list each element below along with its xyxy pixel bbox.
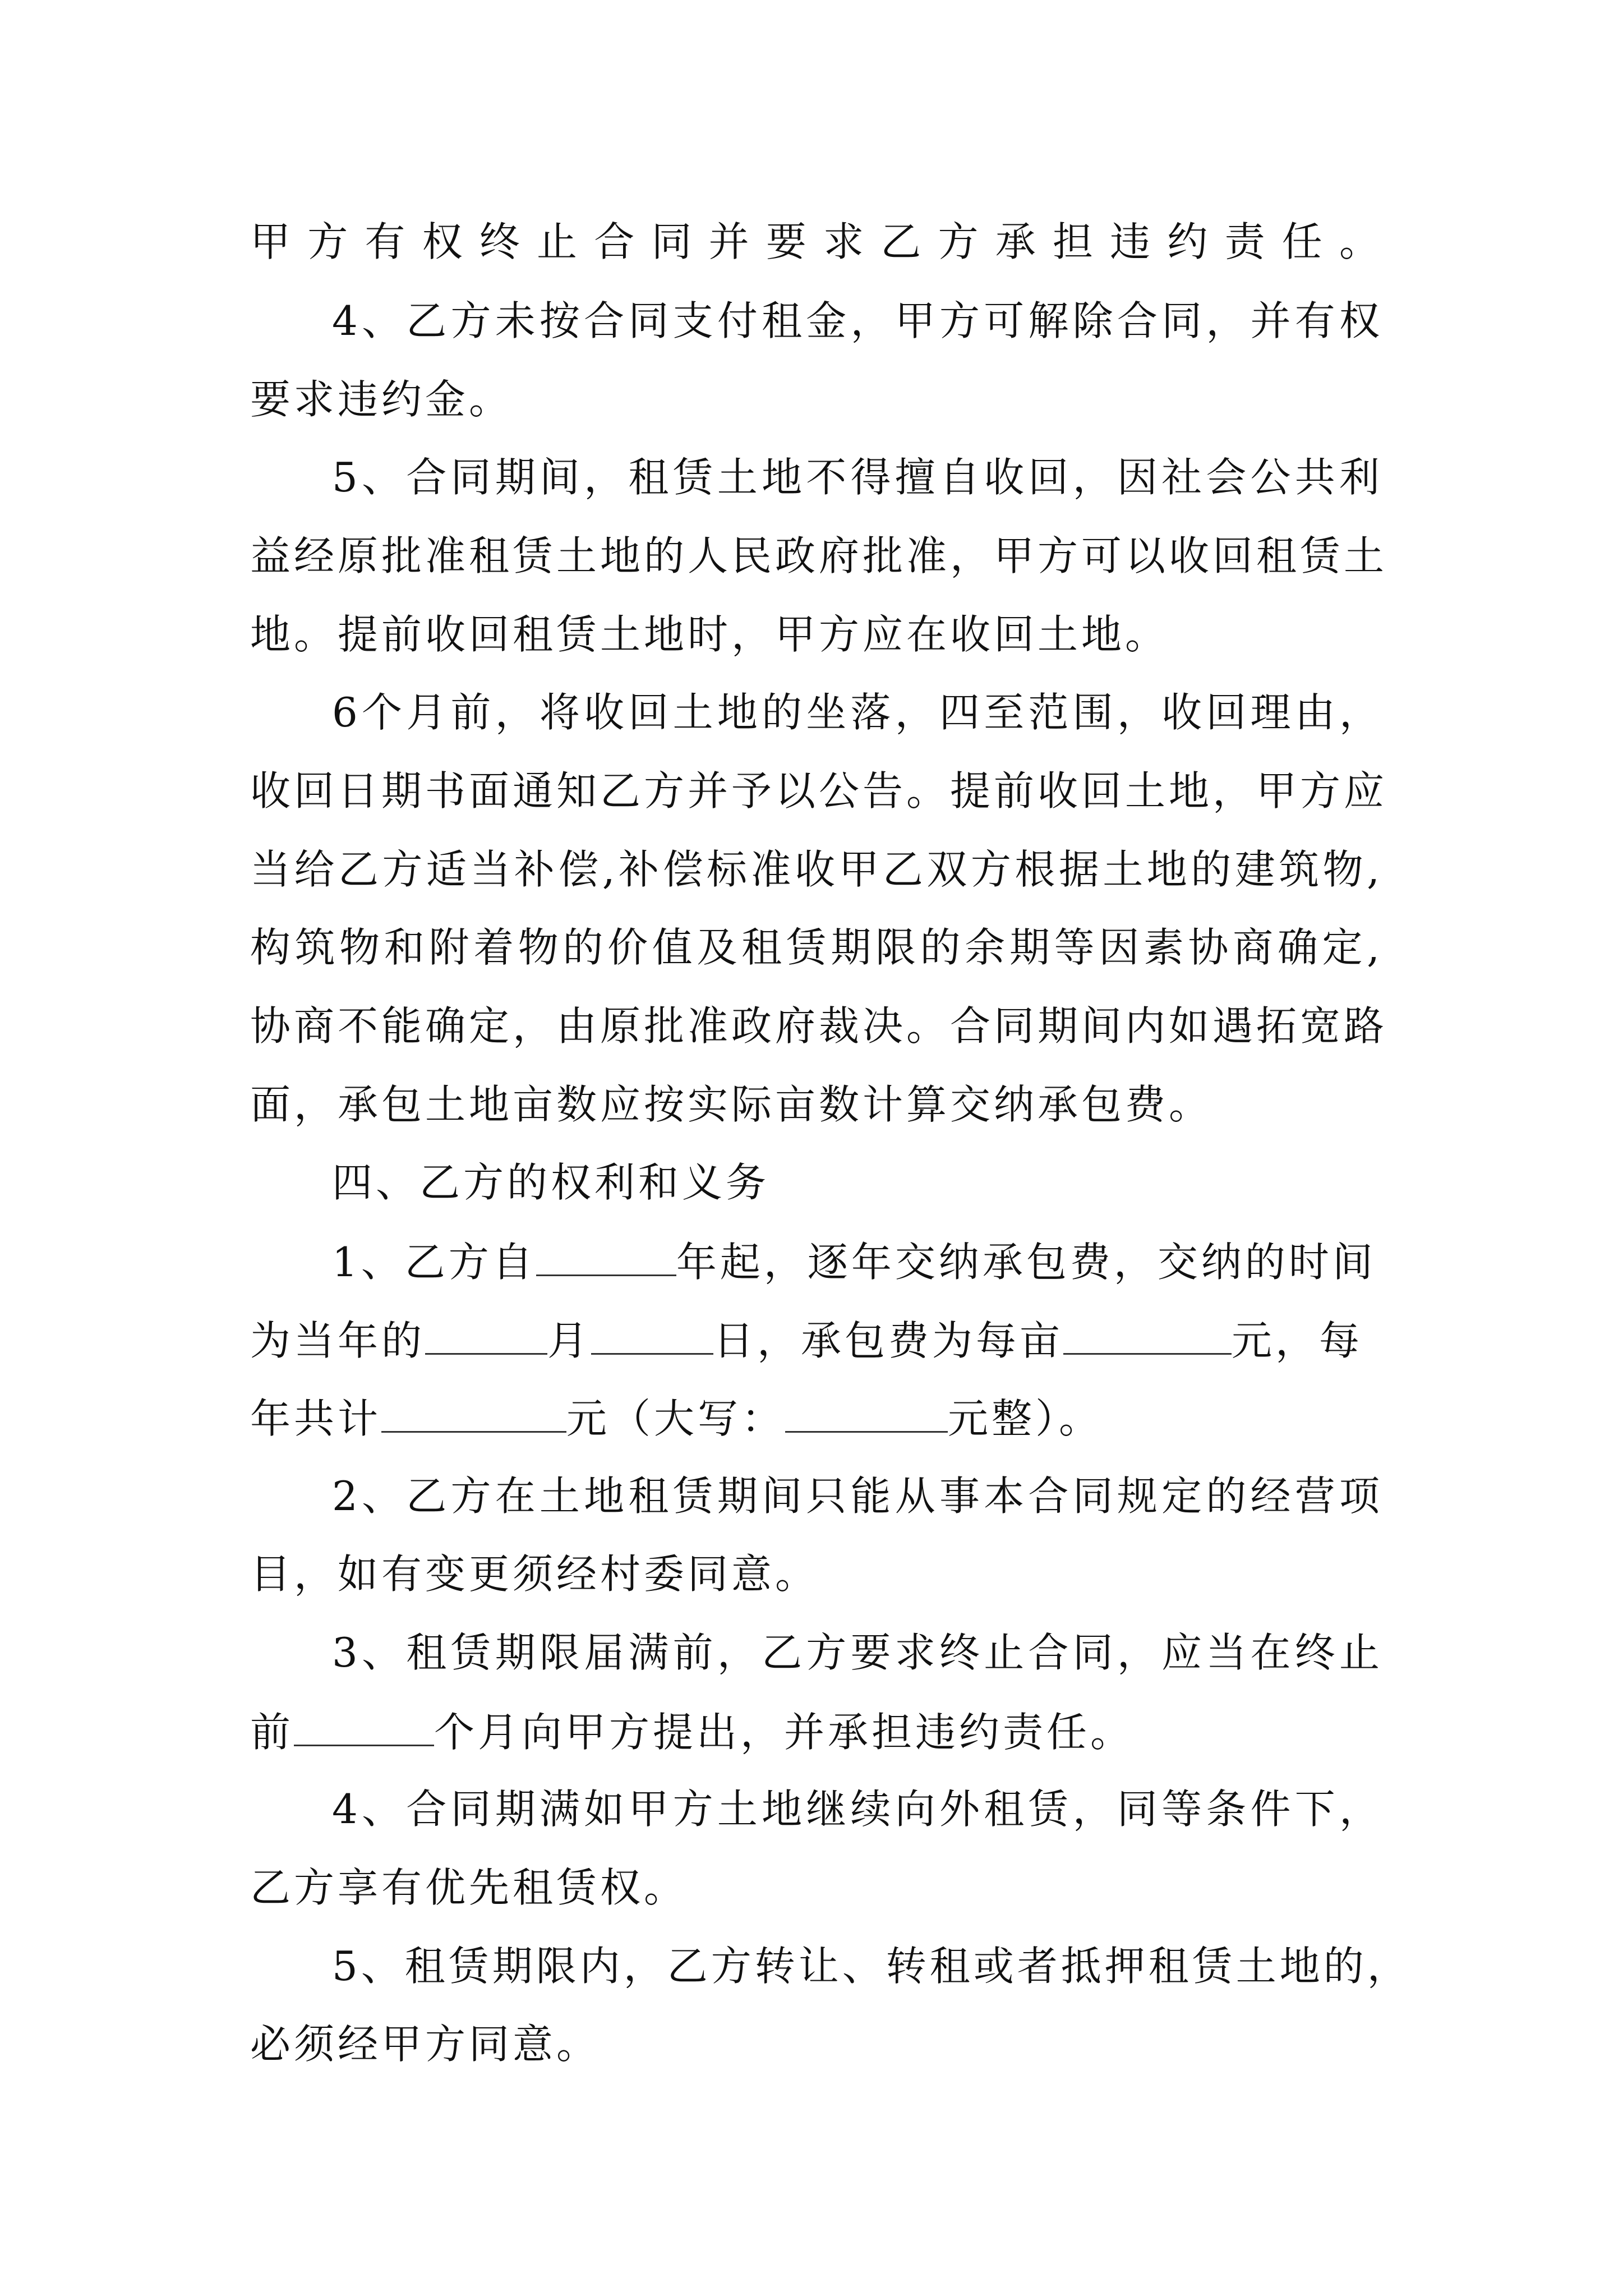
paragraph-line: 协商不能确定，由原批准政府裁决。合同期间内如遇拓宽路 [250, 1002, 1388, 1050]
paragraph-line: 要求违约金。 [250, 376, 513, 423]
fill-line [250, 1709, 1383, 1756]
paragraph-line: 4、合同期满如甲方土地继续向外租赁，同等条件下， [332, 1786, 1383, 1833]
fill-blank [381, 1397, 566, 1433]
fill-blank [536, 1241, 676, 1276]
paragraph-line: 甲方有权终止合同并要求乙方承担违约责任。 [250, 218, 1383, 265]
paragraph-line: 地。提前收回租赁土地时，甲方应在收回土地。 [250, 611, 1169, 658]
fill-blank [1063, 1319, 1232, 1355]
paragraph-line: 3、租赁期限届满前，乙方要求终止合同，应当在终止 [332, 1629, 1383, 1676]
paragraph-line: 构筑物和附着物的价值及租赁期限的余期等因素协商确定, [250, 924, 1383, 971]
fill-blank [425, 1319, 547, 1355]
text-segment: 日，承包费为每亩 [713, 1317, 1064, 1364]
fill-blank [294, 1711, 434, 1746]
text-segment: 元（大写： [566, 1395, 786, 1442]
fill-line [332, 1239, 1383, 1286]
text-segment: 前 [250, 1709, 294, 1756]
text-segment: 个月向甲方提出，并承担违约责任。 [434, 1709, 1135, 1756]
paragraph-line: 当给乙方适当补偿,补偿标准收甲乙双方根据土地的建筑物, [250, 846, 1383, 893]
section-heading: 四、乙方的权利和义务 [332, 1159, 770, 1206]
paragraph-line: 4、乙方未按合同支付租金，甲方可解除合同，并有权 [332, 297, 1383, 344]
text-segment: 年共计 [250, 1395, 382, 1442]
paragraph-line: 6个月前，将收回土地的坐落，四至范围，收回理由， [332, 689, 1383, 736]
text-segment: 元整）。 [948, 1395, 1103, 1442]
paragraph-line: 5、租赁期限内，乙方转让、转租或者抵押租赁土地的， [332, 1943, 1411, 1990]
text-segment: 年起，逐年交纳承包费，交纳的时间 [676, 1239, 1376, 1286]
paragraph-line: 目，如有变更须经村委同意。 [250, 1550, 819, 1598]
paragraph-line: 面，承包土地亩数应按实际亩数计算交纳承包费。 [250, 1081, 1213, 1128]
fill-line [250, 1317, 1383, 1364]
paragraph-line: 必须经甲方同意。 [250, 2021, 601, 2068]
text-segment: 月 [547, 1317, 592, 1364]
paragraph-line: 5、合同期间，租赁土地不得擅自收回，因社会公共利 [332, 454, 1383, 501]
text-segment: 元，每 [1232, 1317, 1363, 1364]
text-segment: 为当年的 [250, 1317, 426, 1364]
text-segment: 1、乙方自 [332, 1239, 536, 1286]
fill-blank [785, 1397, 948, 1433]
paragraph-line: 2、乙方在土地租赁期间只能从事本合同规定的经营项 [332, 1473, 1383, 1520]
fill-blank [591, 1319, 713, 1355]
paragraph-line: 收回日期书面通知乙方并予以公告。提前收回土地，甲方应 [250, 767, 1388, 815]
paragraph-line: 乙方享有优先租赁权。 [250, 1864, 688, 1911]
paragraph-line: 益经原批准租赁土地的人民政府批准，甲方可以收回租赁土 [250, 532, 1388, 579]
fill-line [250, 1395, 1383, 1442]
